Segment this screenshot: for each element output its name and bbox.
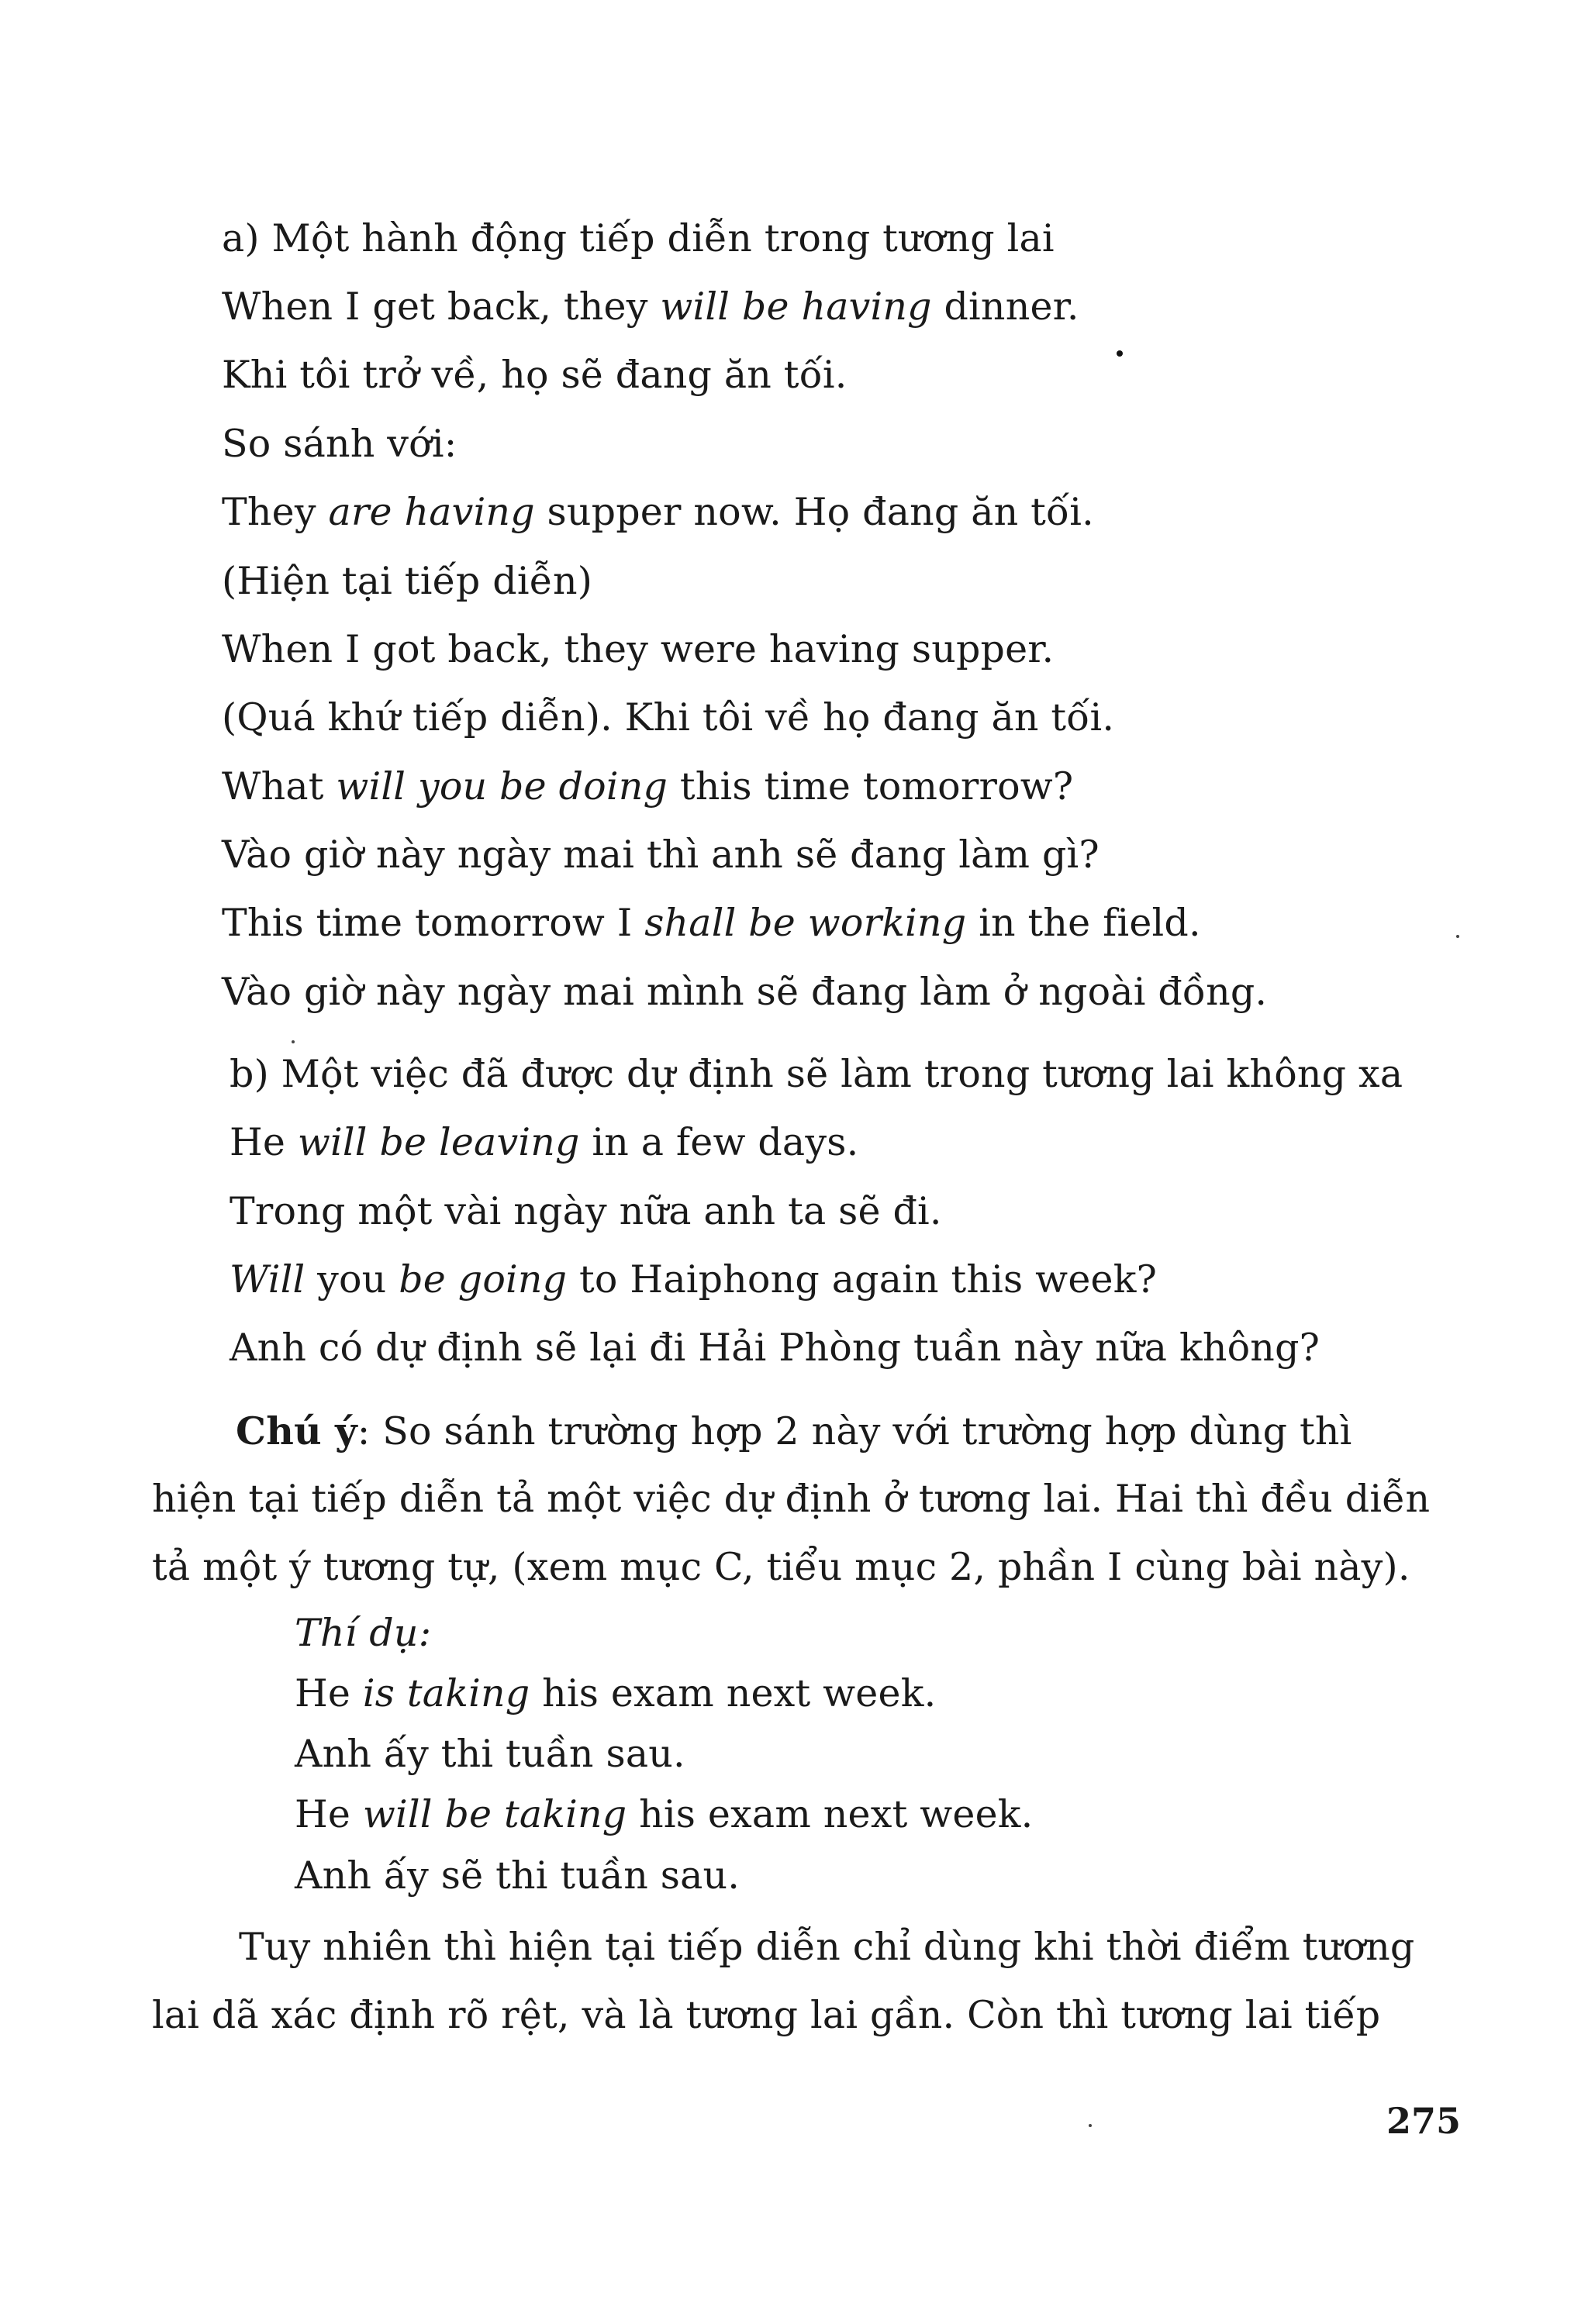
section-a-compare-label: So sánh với: <box>222 422 457 466</box>
note-example-2: He will be taking his exam next week. <box>295 1792 1034 1836</box>
closing-paragraph-line-1: Tuy nhiên thì hiện tại tiếp diễn chỉ dùng khi thời điểm tương <box>239 1925 1415 1969</box>
section-a-example-2: They are having supper now. Họ đang ăn tối. <box>222 490 1094 534</box>
section-a-example-4-translation: Vào giờ này ngày mai thì anh sẽ đang làm gì? <box>222 833 1100 877</box>
note-example-1-translation: Anh ấy thi tuần sau. <box>295 1732 685 1776</box>
note-paragraph-line-2: hiện tại tiếp diễn tả một việc dự định ở tương lai. Hai thì đều diễn <box>152 1477 1431 1521</box>
note-example-2-translation: Anh ấy sẽ thi tuần sau. <box>295 1853 740 1898</box>
section-a-example-1: When I get back, they will be having dinner. <box>222 284 1079 329</box>
note-label: Chú ý <box>236 1409 357 1453</box>
section-b-example-2: Will you be going to Haiphong again this week? <box>230 1257 1158 1302</box>
page-number: 275 <box>1386 2100 1462 2142</box>
section-a-example-2-note: (Hiện tại tiếp diễn) <box>222 559 593 603</box>
section-a-example-5: This time tomorrow I shall be working in the field. <box>222 901 1201 945</box>
note-paragraph-line-3: tả một ý tương tự, (xem mục C, tiểu mục 2, phần I cùng bài này). <box>152 1545 1410 1589</box>
section-b-example-2-translation: Anh có dự định sẽ lại đi Hải Phòng tuần này nữa không? <box>230 1326 1320 1370</box>
scan-speck <box>1117 350 1123 357</box>
section-a-example-3: When I got back, they were having supper. <box>222 627 1055 671</box>
note-example-1: He is taking his exam next week. <box>295 1671 937 1715</box>
note-example-label: Thí dụ: <box>295 1611 432 1655</box>
closing-paragraph-line-2: lai dã xác định rõ rệt, và là tương lai gần. Còn thì tương lai tiếp <box>152 1993 1381 2037</box>
section-a-example-5-translation: Vào giờ này ngày mai mình sẽ đang làm ở ngoài đồng. <box>222 970 1268 1014</box>
scan-speck <box>1456 935 1459 938</box>
scan-speck <box>1089 2124 1092 2127</box>
section-a-example-1-translation: Khi tôi trở về, họ sẽ đang ăn tối. <box>222 353 848 397</box>
section-a-example-4: What will you be doing this time tomorrow? <box>222 764 1074 809</box>
section-b-heading: b) Một việc đã được dự định sẽ làm trong tương lai không xa <box>230 1052 1403 1096</box>
note-paragraph-line-1: Chú ý: So sánh trường hợp 2 này với trường hợp dùng thì <box>236 1409 1352 1453</box>
scan-speck <box>292 1040 295 1043</box>
section-a-example-3-note: (Quá khứ tiếp diễn). Khi tôi về họ đang ăn tối. <box>222 695 1115 740</box>
section-b-example-1: He will be leaving in a few days. <box>230 1120 859 1164</box>
section-b-example-1-translation: Trong một vài ngày nữa anh ta sẽ đi. <box>230 1189 942 1233</box>
section-a-heading: a) Một hành động tiếp diễn trong tương lai <box>222 216 1055 260</box>
